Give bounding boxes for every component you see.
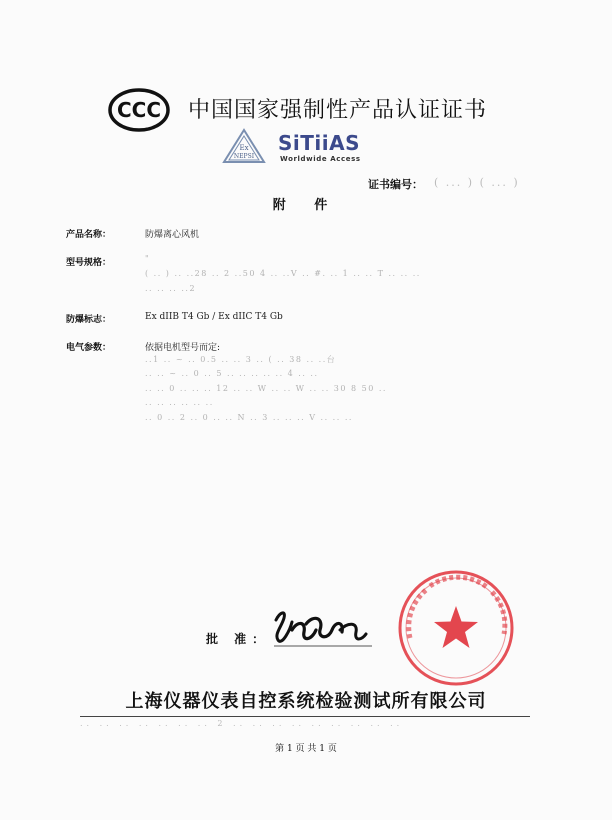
electrical-line-3: .. .. ~ .. 0 .. 5 .. .. .. .. .. 4 .. .. [145,369,319,378]
model-line-1: " [145,254,151,263]
nepsi-logo [222,128,266,164]
certificate-number-label: 证书编号： [368,178,423,191]
ex-mark-value: Ex dIIB T4 Gb / Ex dIIC T4 Gb [145,312,283,322]
product-name-value: 防爆离心风机 [145,230,200,240]
sitiias-brand-name: SiTiiAS [278,131,360,155]
issuing-organization: 上海仪器仪表自控系统检验测试所有限公司 [125,691,487,712]
electrical-params-label: 电气参数： [66,343,112,353]
product-name-label: 产品名称： [66,230,112,240]
model-label: 型号规格： [66,258,112,268]
electrical-line-2: ..1 .. ~ .. 0.5 .. .. 3 .. ( .. 38 .. ..台 [145,355,337,364]
footer-divider [80,716,530,717]
svg-text:Ex: Ex [239,144,249,152]
model-line-2: ( .. ) .. ..28 .. 2 ..50 4 .. ..V .. #. .. 1 .. .. T .. .. .. [145,269,421,278]
certificate-number-value: ( ... ) ( ... ) [434,176,520,189]
electrical-line-6: .. 0 .. 2 .. 0 .. .. N .. 3 .. .. .. V .. .. .. [145,413,353,422]
ccc-logo [108,88,170,132]
model-line-3: .. .. .. ..2 [145,284,197,293]
footer-faint-line: .. .. .. .. .. .. .. 2 .. .. .. .. .. .. .. .. .. [80,719,404,728]
svg-text:NEPSI: NEPSI [233,153,255,160]
electrical-line-5: .. .. .. .. .. .. [145,398,214,407]
approval-label: 批 准： [206,632,271,646]
annex-title: 附 件 [272,198,340,213]
signature-image [262,600,378,658]
electrical-params-value: 依据电机型号而定: [145,343,221,353]
ex-mark-label: 防爆标志： [66,315,112,325]
official-seal-image [396,568,516,688]
certificate-title: 中国国家强制性产品认证证书 [188,98,488,123]
ccc-logo-text: CCC [116,98,162,122]
sitiias-brand-tagline: Worldwide Access [280,155,361,163]
electrical-line-4: .. .. 0 .. .. .. 12 .. .. W .. .. W .. .. 30 8 50 .. [145,384,387,393]
page-number: 第 1 页 共 1 页 [275,744,337,754]
